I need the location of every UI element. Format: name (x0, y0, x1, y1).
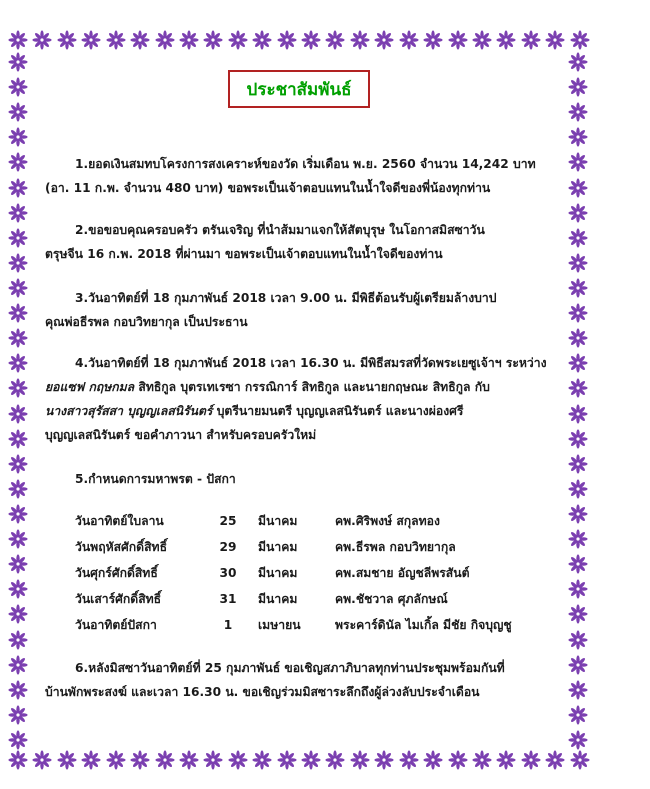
schedule-day: วันอาทิตย์ใบลาน (75, 514, 164, 528)
schedule-day: วันอาทิตย์ปัสกา (75, 618, 157, 632)
purple-star-flower-icon (568, 680, 588, 700)
schedule-day: วันพฤหัสศักดิ์สิทธิ์ (75, 540, 168, 554)
purple-star-flower-icon (155, 750, 175, 770)
schedule-row (75, 535, 555, 559)
purple-star-flower-icon (8, 102, 28, 122)
purple-star-flower-icon (32, 750, 52, 770)
item-4-line-2-rest: สิทธิกูล บุตรเทเรซา กรรณิการ์ สิทธิกูล และนายกฤษณะ สิทธิกูล กับ (134, 380, 490, 394)
purple-star-flower-icon (568, 378, 588, 398)
purple-star-flower-icon (568, 579, 588, 599)
schedule-presider: คพ.ศิริพงษ์ สกุลทอง (335, 514, 440, 528)
left-border (8, 52, 30, 750)
purple-star-flower-icon (568, 102, 588, 122)
item-2-line-1: 2.ขอขอบคุณครอบครัว ตรันเจริญ ที่นำส้มมาแจกให้สัตบุรุษ ในโอกาสมิสซาวัน (75, 223, 485, 237)
purple-star-flower-icon (570, 30, 590, 50)
purple-star-flower-icon (568, 730, 588, 750)
schedule-row (75, 587, 555, 611)
top-border (8, 30, 590, 52)
schedule-presider: พระคาร์ดินัล ไมเกิ้ล มีชัย กิจบุญชู (335, 618, 512, 632)
purple-star-flower-icon (568, 52, 588, 72)
purple-star-flower-icon (8, 328, 28, 348)
purple-star-flower-icon (8, 30, 28, 50)
schedule-presider: คพ.ชัชวาล ศุภลักษณ์ (335, 592, 448, 606)
purple-star-flower-icon (8, 454, 28, 474)
purple-star-flower-icon (106, 30, 126, 50)
right-border (568, 52, 590, 750)
purple-star-flower-icon (252, 30, 272, 50)
purple-star-flower-icon (8, 178, 28, 198)
purple-star-flower-icon (8, 680, 28, 700)
purple-star-flower-icon (374, 750, 394, 770)
purple-star-flower-icon (106, 750, 126, 770)
purple-star-flower-icon (8, 429, 28, 449)
purple-star-flower-icon (350, 750, 370, 770)
purple-star-flower-icon (568, 303, 588, 323)
purple-star-flower-icon (472, 750, 492, 770)
purple-star-flower-icon (8, 77, 28, 97)
purple-star-flower-icon (8, 228, 28, 248)
groom-name: ยอแซฟ กฤษกมล (45, 380, 135, 394)
purple-star-flower-icon (399, 750, 419, 770)
purple-star-flower-icon (81, 30, 101, 50)
schedule-date: 25 (219, 514, 237, 528)
schedule-month: เมษายน (258, 618, 301, 632)
purple-star-flower-icon (179, 750, 199, 770)
purple-star-flower-icon (8, 127, 28, 147)
purple-star-flower-icon (545, 750, 565, 770)
purple-star-flower-icon (155, 30, 175, 50)
schedule-month: มีนาคม (258, 566, 298, 580)
item-6-line-2: บ้านพักพระสงฆ์ และเวลา 16.30 น. ขอเชิญร่วมมิสซาระลึกถึงผู้ล่วงลับประจำเดือน (45, 685, 480, 699)
schedule-presider: คพ.ธีรพล กอบวิทยากุล (335, 540, 456, 554)
purple-star-flower-icon (57, 750, 77, 770)
purple-star-flower-icon (568, 554, 588, 574)
purple-star-flower-icon (568, 178, 588, 198)
purple-star-flower-icon (568, 604, 588, 624)
purple-star-flower-icon (252, 750, 272, 770)
purple-star-flower-icon (496, 750, 516, 770)
purple-star-flower-icon (8, 303, 28, 323)
purple-star-flower-icon (32, 30, 52, 50)
schedule-month: มีนาคม (258, 592, 298, 606)
purple-star-flower-icon (570, 750, 590, 770)
purple-star-flower-icon (8, 353, 28, 373)
purple-star-flower-icon (81, 750, 101, 770)
item-5-heading: 5.กำหนดการมหาพรต - ปัสกา (75, 472, 236, 486)
purple-star-flower-icon (568, 77, 588, 97)
purple-star-flower-icon (179, 30, 199, 50)
purple-star-flower-icon (423, 30, 443, 50)
item-3-line-2: คุณพ่อธีรพล กอบวิทยากุล เป็นประธาน (45, 315, 248, 329)
purple-star-flower-icon (568, 504, 588, 524)
item-4-line-3-rest: บุตรีนายมนตรี บุญญเลสนิรันตร์ และนางผ่องศรี (212, 404, 464, 418)
purple-star-flower-icon (8, 750, 28, 770)
item-1-line-1: 1.ยอดเงินสมทบโครงการสงเคราะห์ของวัด เริ่มเดือน พ.ย. 2560 จำนวน 14,242 บาท (75, 157, 536, 171)
purple-star-flower-icon (568, 429, 588, 449)
item-4-line-2 (45, 375, 490, 399)
purple-star-flower-icon (301, 750, 321, 770)
purple-star-flower-icon (568, 705, 588, 725)
schedule-date: 1 (223, 618, 233, 632)
purple-star-flower-icon (472, 30, 492, 50)
purple-star-flower-icon (8, 404, 28, 424)
purple-star-flower-icon (568, 529, 588, 549)
purple-star-flower-icon (448, 750, 468, 770)
purple-star-flower-icon (568, 630, 588, 650)
schedule-month: มีนาคม (258, 514, 298, 528)
purple-star-flower-icon (568, 127, 588, 147)
purple-star-flower-icon (130, 30, 150, 50)
purple-star-flower-icon (374, 30, 394, 50)
purple-star-flower-icon (8, 529, 28, 549)
purple-star-flower-icon (568, 328, 588, 348)
schedule-row (75, 561, 555, 585)
purple-star-flower-icon (8, 579, 28, 599)
purple-star-flower-icon (350, 30, 370, 50)
purple-star-flower-icon (228, 30, 248, 50)
purple-star-flower-icon (325, 30, 345, 50)
purple-star-flower-icon (568, 228, 588, 248)
item-4-line-4: บุญญเลสนิรันตร์ ขอคำภาวนา สำหรับครอบครัวใหม่ (45, 428, 317, 442)
schedule-month: มีนาคม (258, 540, 298, 554)
schedule-date: 31 (219, 592, 237, 606)
purple-star-flower-icon (399, 30, 419, 50)
purple-star-flower-icon (8, 655, 28, 675)
purple-star-flower-icon (568, 278, 588, 298)
purple-star-flower-icon (8, 705, 28, 725)
purple-star-flower-icon (8, 504, 28, 524)
purple-star-flower-icon (8, 203, 28, 223)
purple-star-flower-icon (8, 152, 28, 172)
purple-star-flower-icon (521, 750, 541, 770)
purple-star-flower-icon (130, 750, 150, 770)
purple-star-flower-icon (568, 404, 588, 424)
purple-star-flower-icon (8, 604, 28, 624)
schedule-row (75, 613, 555, 637)
purple-star-flower-icon (568, 454, 588, 474)
purple-star-flower-icon (277, 30, 297, 50)
purple-star-flower-icon (8, 52, 28, 72)
purple-star-flower-icon (568, 253, 588, 273)
purple-star-flower-icon (8, 253, 28, 273)
purple-star-flower-icon (568, 152, 588, 172)
schedule-date: 30 (219, 566, 237, 580)
item-1-line-2: (อา. 11 ก.พ. จำนวน 480 บาท) ขอพระเป็นเจ้าตอบแทนในน้ำใจดีของพี่น้องทุกท่าน (45, 181, 491, 195)
purple-star-flower-icon (203, 750, 223, 770)
purple-star-flower-icon (8, 630, 28, 650)
purple-star-flower-icon (496, 30, 516, 50)
bride-name: นางสาวสุรัสสา บุญญเลสนิรันตร์ (45, 404, 213, 418)
schedule-date: 29 (219, 540, 237, 554)
purple-star-flower-icon (568, 353, 588, 373)
item-6-line-1: 6.หลังมิสซาวันอาทิตย์ที่ 25 กุมภาพันธ์ ขอเชิญสภาภิบาลทุกท่านประชุมพร้อมกันที่ (75, 661, 505, 675)
purple-star-flower-icon (568, 203, 588, 223)
purple-star-flower-icon (8, 378, 28, 398)
purple-star-flower-icon (568, 479, 588, 499)
item-4-line-1: 4.วันอาทิตย์ที่ 18 กุมภาพันธ์ 2018 เวลา 16.30 น. มีพิธีสมรสที่วัดพระเยซูเจ้าฯ ระหว่าง (75, 356, 547, 370)
schedule-row (75, 509, 555, 533)
purple-star-flower-icon (568, 655, 588, 675)
purple-star-flower-icon (448, 30, 468, 50)
title-box (228, 70, 370, 108)
purple-star-flower-icon (8, 554, 28, 574)
purple-star-flower-icon (8, 730, 28, 750)
item-4-line-3 (45, 399, 463, 423)
purple-star-flower-icon (8, 479, 28, 499)
item-2-line-2: ตรุษจีน 16 ก.พ. 2018 ที่ผ่านมา ขอพระเป็นเจ้าตอบแทนในน้ำใจดีของท่าน (45, 247, 443, 261)
purple-star-flower-icon (57, 30, 77, 50)
schedule-day: วันเสาร์ศักดิ์สิทธิ์ (75, 592, 162, 606)
purple-star-flower-icon (228, 750, 248, 770)
purple-star-flower-icon (203, 30, 223, 50)
purple-star-flower-icon (301, 30, 321, 50)
schedule-presider: คพ.สมชาย อัญชลีพรสันต์ (335, 566, 470, 580)
purple-star-flower-icon (277, 750, 297, 770)
purple-star-flower-icon (8, 278, 28, 298)
purple-star-flower-icon (325, 750, 345, 770)
bottom-border (8, 750, 590, 772)
purple-star-flower-icon (521, 30, 541, 50)
purple-star-flower-icon (423, 750, 443, 770)
page-title: ประชาสัมพันธ์ (246, 79, 352, 100)
item-3-line-1: 3.วันอาทิตย์ที่ 18 กุมภาพันธ์ 2018 เวลา 9.00 น. มีพิธีต้อนรับผู้เตรียมล้างบาป (75, 291, 497, 305)
schedule-day: วันศุกร์ศักดิ์สิทธิ์ (75, 566, 158, 580)
purple-star-flower-icon (545, 30, 565, 50)
